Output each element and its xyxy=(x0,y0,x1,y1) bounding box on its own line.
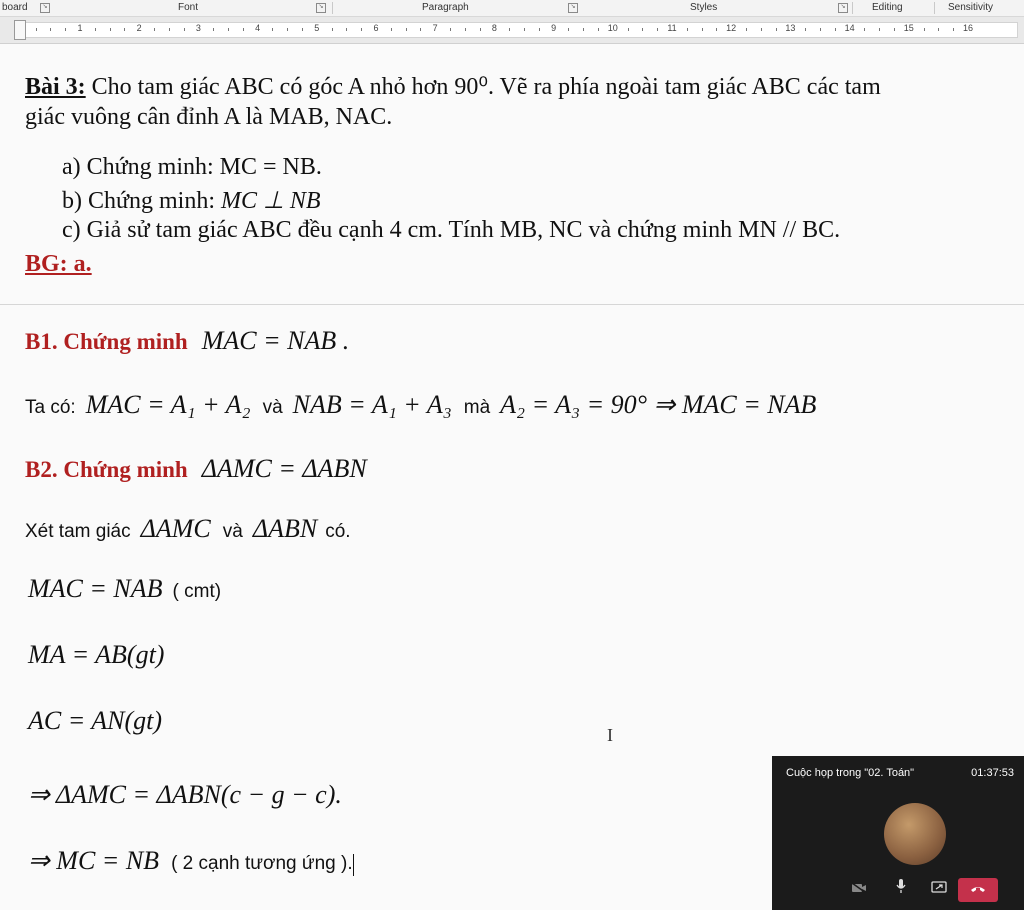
ruler-tick xyxy=(583,28,584,31)
ruler-tick xyxy=(894,28,895,31)
ribbon-group-paragraph[interactable]: Paragraph xyxy=(422,2,469,13)
ruler-tick xyxy=(406,28,407,31)
item-b xyxy=(62,186,321,215)
ruler-number: 6 xyxy=(373,23,379,33)
ruler-tick xyxy=(332,28,333,31)
ruler-tick xyxy=(154,28,155,31)
problem-label: Bài 3: xyxy=(25,74,86,100)
ruler-tick xyxy=(761,28,762,31)
ruler-tick xyxy=(124,28,125,31)
line-final-math: ⇒ MC = NB xyxy=(28,846,160,875)
b1-line xyxy=(25,326,349,356)
meeting-title: Cuộc họp trong "02. Toán" xyxy=(786,767,915,779)
ruler-tick xyxy=(568,28,569,31)
solution-label: BG: a. xyxy=(25,251,92,277)
ruler-number: 3 xyxy=(195,23,201,33)
ruler-tick xyxy=(465,28,466,31)
ribbon-separator xyxy=(852,2,853,14)
microphone-icon[interactable] xyxy=(888,878,914,902)
ruler-number: 11 xyxy=(667,23,677,33)
ruler-tick xyxy=(687,28,688,31)
xet-co: có. xyxy=(325,521,351,542)
ruler-tick xyxy=(50,28,51,31)
ruler-tick xyxy=(36,28,37,31)
ruler-tick xyxy=(169,28,170,31)
item-a: a) Chứng minh: MC = NB. xyxy=(62,154,322,180)
ruler-tick xyxy=(924,28,925,31)
ruler-tick xyxy=(864,28,865,31)
ruler-tick xyxy=(598,28,599,31)
ruler-number: 15 xyxy=(903,23,914,33)
ta-co-but: mà xyxy=(463,397,491,418)
ruler-tick xyxy=(879,28,880,31)
ruler-tick xyxy=(302,28,303,31)
ruler-tick xyxy=(110,28,111,31)
indent-marker[interactable] xyxy=(14,20,26,40)
xet-math-1: ΔAMC xyxy=(140,514,211,543)
ruler-number: 12 xyxy=(726,23,737,33)
xet-line xyxy=(25,514,351,544)
line-final-note: ( 2 cạnh tương ứng ). xyxy=(171,853,353,874)
b1-math: MAC = NAB . xyxy=(201,326,350,355)
line-angle-eq xyxy=(28,574,221,604)
ta-co-math-1: MAC = A₁ + A₂ xyxy=(85,390,251,419)
horizontal-ruler[interactable] xyxy=(0,17,1024,44)
b2-math: ΔAMC = ΔABN xyxy=(201,454,367,483)
xet-and: và xyxy=(222,521,243,542)
ruler-tick xyxy=(213,28,214,31)
b2-heading: B2. Chứng minh xyxy=(25,457,188,482)
dialog-launcher-icon[interactable]: ↘ xyxy=(838,3,848,13)
camera-off-icon[interactable] xyxy=(846,878,872,902)
text-caret xyxy=(353,854,354,876)
ruler-tick xyxy=(272,28,273,31)
ruler-tick xyxy=(953,28,954,31)
ruler-number: 2 xyxy=(136,23,142,33)
ruler-tick xyxy=(746,28,747,31)
ta-co-and: và xyxy=(262,397,283,418)
ruler-tick xyxy=(243,28,244,31)
ruler-tick xyxy=(346,28,347,31)
ruler-tick xyxy=(820,28,821,31)
ribbon-group-sensitivity[interactable]: Sensitivity xyxy=(948,2,994,13)
ruler-tick xyxy=(776,28,777,31)
dialog-launcher-icon[interactable]: ↘ xyxy=(40,3,50,13)
ruler-tick xyxy=(716,28,717,31)
ruler-number: 7 xyxy=(432,23,438,33)
item-c: c) Giả sử tam giác ABC đều cạnh 4 cm. Tính MB, NC và chứng minh MN // BC. xyxy=(62,217,841,243)
ruler-tick xyxy=(628,28,629,31)
ruler-tick xyxy=(657,28,658,31)
b2-line xyxy=(25,454,367,484)
ribbon-group-font[interactable]: Font xyxy=(178,2,199,13)
ruler-number: 8 xyxy=(491,23,497,33)
phone-hangup-icon xyxy=(970,884,986,894)
hang-up-button[interactable] xyxy=(958,878,998,902)
b1-heading: B1. Chứng minh xyxy=(25,329,188,354)
ruler-tick xyxy=(509,28,510,31)
ruler-tick xyxy=(184,28,185,31)
ruler-tick xyxy=(835,28,836,31)
line-conclusion: ⇒ ΔAMC = ΔABN(c − g − c). xyxy=(28,780,342,809)
dialog-launcher-icon[interactable]: ↘ xyxy=(568,3,578,13)
ruler-tick xyxy=(450,28,451,31)
ruler-tick xyxy=(287,28,288,31)
ruler-number: 4 xyxy=(255,23,261,33)
dialog-launcher-icon[interactable]: ↘ xyxy=(316,3,326,13)
ta-co-line xyxy=(25,390,816,420)
participant-avatar xyxy=(884,803,946,865)
page-break xyxy=(0,304,1024,305)
ruler-tick xyxy=(702,28,703,31)
ribbon-group-labels xyxy=(0,0,1024,17)
item-b-math: MC ⊥ NB xyxy=(221,188,321,214)
share-screen-icon[interactable] xyxy=(926,878,952,902)
meeting-overlay[interactable] xyxy=(772,756,1024,910)
ruler-tick xyxy=(805,28,806,31)
ruler-number: 14 xyxy=(844,23,855,33)
line-angle-math: MAC = NAB xyxy=(28,574,163,603)
line-ac-an: AC = AN(gt) xyxy=(28,706,163,735)
item-b-text: b) Chứng minh: xyxy=(62,188,222,214)
ruler-tick xyxy=(420,28,421,31)
problem-line-2: giác vuông cân đỉnh A là MAB, NAC. xyxy=(25,104,393,130)
meeting-timer: 01:37:53 xyxy=(971,767,1014,779)
line-final xyxy=(28,846,354,876)
ta-co-math-2: NAB = A₁ + A₃ xyxy=(292,390,452,419)
ruler-tick xyxy=(391,28,392,31)
ruler-tick xyxy=(228,28,229,31)
problem-line-1 xyxy=(25,72,881,101)
ribbon-separator xyxy=(934,2,935,14)
xet-math-2: ΔABN xyxy=(252,514,318,543)
ruler-number: 1 xyxy=(77,23,83,33)
ruler-number: 16 xyxy=(962,23,974,33)
ruler-tick xyxy=(361,28,362,31)
ribbon-group-editing[interactable]: Editing xyxy=(872,2,903,13)
ruler-number: 5 xyxy=(314,23,320,33)
ruler-tick xyxy=(480,28,481,31)
i-beam-cursor-icon: I xyxy=(607,725,613,745)
line-angle-note: ( cmt) xyxy=(172,581,222,602)
ribbon-separator xyxy=(332,2,333,14)
ruler-track xyxy=(14,22,1018,38)
ribbon-group-styles[interactable]: Styles xyxy=(690,2,718,13)
ta-co-math-3: A₂ = A₃ = 90° ⇒ MAC = NAB xyxy=(500,390,817,419)
ruler-tick xyxy=(524,28,525,31)
ruler-tick xyxy=(65,28,66,31)
line-ma-ab: MA = AB(gt) xyxy=(28,640,165,669)
ruler-number: 9 xyxy=(551,23,557,33)
ruler-tick xyxy=(642,28,643,31)
xet-text: Xét tam giác xyxy=(25,521,131,542)
ruler-number: 13 xyxy=(785,23,796,33)
ruler-tick xyxy=(938,28,939,31)
ruler-tick xyxy=(539,28,540,31)
ruler-tick xyxy=(95,28,96,31)
ribbon-group-clipboard[interactable]: board xyxy=(2,2,28,13)
problem-text: Cho tam giác ABC có góc A nhỏ hơn 90⁰. Vẽ ra phía ngoài tam giác ABC các tam xyxy=(85,74,881,100)
ruler-number: 10 xyxy=(607,23,618,33)
ta-co-label: Ta có: xyxy=(25,397,76,418)
